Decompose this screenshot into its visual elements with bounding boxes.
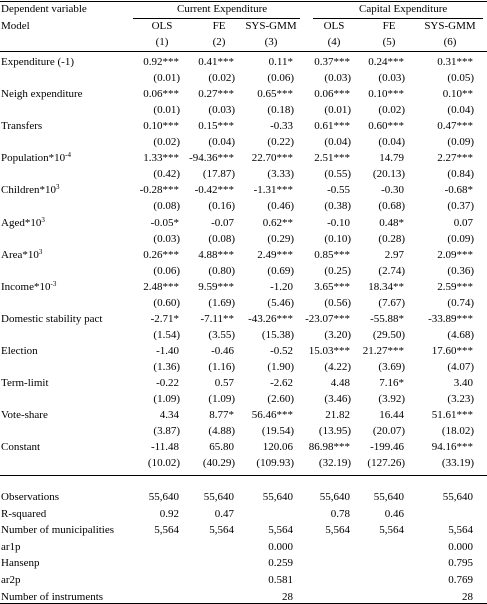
std-error-cell: (0.02)	[208, 72, 235, 84]
coefficient-cell: 0.27***	[198, 88, 234, 100]
std-error-cell: (3.20)	[324, 329, 351, 341]
stat-value: 5,564	[209, 524, 234, 536]
stat-value: 5,564	[268, 524, 293, 536]
coefficient-cell: 56.46***	[251, 409, 293, 421]
stat-value: 55,640	[148, 491, 179, 503]
stat-value: 55,640	[319, 491, 350, 503]
exponent: 3	[38, 248, 43, 256]
coefficient-cell: -11.48	[150, 441, 179, 453]
top-rule	[0, 1, 487, 2]
model-name: SYS-GMM	[245, 20, 297, 32]
coefficient-cell: 22.70***	[251, 152, 293, 164]
coefficient-cell: -94.36***	[189, 152, 234, 164]
std-error-cell: (0.56)	[324, 297, 351, 309]
coefficient-cell: 0.11*	[268, 56, 293, 68]
std-error-cell: (15.38)	[261, 329, 294, 341]
coefficient-cell: -23.07***	[305, 313, 350, 325]
coefficient-cell: -0.68*	[444, 184, 473, 196]
std-error-cell: (0.04)	[208, 136, 235, 148]
std-error-cell: (1.36)	[153, 361, 180, 373]
coefficient-cell: -0.33	[270, 120, 293, 132]
std-error-cell: (1.69)	[208, 297, 235, 309]
std-error-cell: (127.26)	[367, 457, 405, 469]
column-number: (2)	[212, 36, 226, 48]
std-error-cell: (3.33)	[267, 168, 294, 180]
std-error-cell: (0.02)	[378, 104, 405, 116]
std-error-cell: (1.90)	[267, 361, 294, 373]
std-error-cell: (33.19)	[441, 457, 474, 469]
stat-value: 0.581	[268, 574, 293, 586]
std-error-cell: (0.25)	[324, 265, 351, 277]
std-error-cell: (1.09)	[153, 393, 180, 405]
coefficient-cell: -1.31***	[253, 184, 293, 196]
stat-label: ar1p	[1, 541, 21, 553]
std-error-cell: (3.23)	[447, 393, 474, 405]
std-error-cell: (0.28)	[378, 233, 405, 245]
std-error-cell: (19.54)	[261, 425, 294, 437]
coefficient-cell: -0.28***	[139, 184, 179, 196]
coefficient-cell: -0.55	[327, 184, 350, 196]
variable-label: $Population*10^{-4}$	[1, 151, 72, 164]
stat-value: 0.769	[448, 574, 473, 586]
coefficient-cell: 120.06	[262, 441, 293, 453]
coefficient-cell: 2.09***	[437, 249, 473, 261]
coefficient-cell: 0.06***	[314, 88, 350, 100]
std-error-cell: (40.29)	[202, 457, 235, 469]
std-error-cell: (10.02)	[147, 457, 180, 469]
stat-label: Observations	[1, 491, 60, 503]
variable-label: Domestic stability pact	[1, 313, 103, 325]
group-underline-capital	[313, 18, 483, 19]
coefficient-cell: 86.98***	[308, 441, 350, 453]
std-error-cell: (0.36)	[447, 265, 474, 277]
stat-value: 55,640	[203, 491, 234, 503]
coefficient-cell: 0.31***	[437, 56, 473, 68]
stat-value: 5,564	[379, 524, 404, 536]
variable-label: $Aged*10^3$	[1, 216, 45, 229]
coefficient-cell: -1.20	[270, 281, 293, 293]
std-error-cell: (0.09)	[447, 136, 474, 148]
stats-separator-rule	[0, 475, 487, 476]
std-error-cell: (18.02)	[441, 425, 474, 437]
stat-value: 55,640	[262, 491, 293, 503]
coefficient-cell: 51.61***	[431, 409, 473, 421]
column-number: (5)	[382, 36, 396, 48]
std-error-cell: (3.69)	[378, 361, 405, 373]
std-error-cell: (0.06)	[153, 265, 180, 277]
coefficient-cell: 14.79	[379, 152, 404, 164]
std-error-cell: (4.68)	[447, 329, 474, 341]
coefficient-cell: 65.80	[209, 441, 234, 453]
std-error-cell: (0.29)	[267, 233, 294, 245]
std-error-cell: (0.68)	[378, 200, 405, 212]
coefficient-cell: 2.49***	[257, 249, 293, 261]
model-name: FE	[382, 20, 396, 32]
stat-label: ar2p	[1, 574, 21, 586]
stat-label: R-squared	[1, 508, 47, 520]
std-error-cell: (3.55)	[208, 329, 235, 341]
std-error-cell: (29.50)	[372, 329, 405, 341]
variable-label: $Area*10^3$	[1, 248, 43, 261]
coefficient-cell: 0.24***	[368, 56, 404, 68]
exponent: -3	[50, 280, 57, 288]
column-number: (1)	[155, 36, 169, 48]
std-error-cell: (0.74)	[447, 297, 474, 309]
std-error-cell: (0.18)	[267, 104, 294, 116]
coefficient-cell: 4.48	[330, 377, 350, 389]
coefficient-cell: 0.60***	[368, 120, 404, 132]
coefficient-cell: 0.85***	[314, 249, 350, 261]
coefficient-cell: 2.51***	[314, 152, 350, 164]
group-underline-current	[133, 18, 300, 19]
model-label: Model	[1, 20, 30, 32]
coefficient-cell: 0.47***	[437, 120, 473, 132]
coefficient-cell: -43.26***	[248, 313, 293, 325]
coefficient-cell: 1.33***	[143, 152, 179, 164]
stat-value: 0.259	[268, 557, 293, 569]
std-error-cell: (4.22)	[324, 361, 351, 373]
std-error-cell: (0.01)	[324, 104, 351, 116]
std-error-cell: (3.87)	[153, 425, 180, 437]
std-error-cell: (0.38)	[324, 200, 351, 212]
coefficient-cell: 0.61***	[314, 120, 350, 132]
column-number: (6)	[443, 36, 457, 48]
std-error-cell: (0.02)	[153, 136, 180, 148]
coefficient-cell: 3.40	[453, 377, 473, 389]
coefficient-cell: 2.48***	[143, 281, 179, 293]
std-error-cell: (1.16)	[208, 361, 235, 373]
coefficient-cell: 2.97	[384, 249, 404, 261]
coefficient-cell: 16.44	[379, 409, 404, 421]
stat-value: 5,564	[448, 524, 473, 536]
variable-label: Vote-share	[1, 409, 48, 421]
variable-label: Expenditure (-1)	[1, 56, 74, 68]
stat-value: 5,564	[325, 524, 350, 536]
std-error-cell: (1.54)	[153, 329, 180, 341]
stat-value: 0.000	[268, 541, 293, 553]
coefficient-cell: -0.30	[381, 184, 404, 196]
std-error-cell: (0.05)	[447, 72, 474, 84]
coefficient-cell: 4.88***	[198, 249, 234, 261]
std-error-cell: (4.07)	[447, 361, 474, 373]
coefficient-cell: -0.42***	[194, 184, 234, 196]
coefficient-cell: -7.11**	[200, 313, 234, 325]
std-error-cell: (0.04)	[447, 104, 474, 116]
coefficient-cell: 0.37***	[314, 56, 350, 68]
coefficient-cell: 7.16*	[379, 377, 404, 389]
std-error-cell: (2.74)	[378, 265, 405, 277]
coefficient-cell: 18.34**	[368, 281, 404, 293]
coefficient-cell: -0.07	[211, 217, 234, 229]
std-error-cell: (0.16)	[208, 200, 235, 212]
coefficient-cell: 0.62**	[262, 217, 293, 229]
variable-label: Election	[1, 345, 38, 357]
stat-value: 5,564	[154, 524, 179, 536]
variable-label: Constant	[1, 441, 41, 453]
coefficient-cell: 17.60***	[431, 345, 473, 357]
std-error-cell: (0.04)	[378, 136, 405, 148]
std-error-cell: (0.04)	[324, 136, 351, 148]
model-name: FE	[212, 20, 226, 32]
coefficient-cell: 9.59***	[198, 281, 234, 293]
coefficient-cell: -0.52	[270, 345, 293, 357]
coefficient-cell: -33.89***	[428, 313, 473, 325]
coefficient-cell: 4.34	[159, 409, 179, 421]
coefficient-cell: -199.46	[370, 441, 404, 453]
std-error-cell: (0.69)	[267, 265, 294, 277]
std-error-cell: (0.60)	[153, 297, 180, 309]
stat-label: Number of instruments	[1, 591, 104, 603]
std-error-cell: (0.84)	[447, 168, 474, 180]
column-number: (3)	[264, 36, 278, 48]
coefficient-cell: -55.88*	[370, 313, 404, 325]
coefficient-cell: -2.71*	[150, 313, 179, 325]
std-error-cell: (0.22)	[267, 136, 294, 148]
stat-label: Number of municipalities	[1, 524, 115, 536]
std-error-cell: (0.55)	[324, 168, 351, 180]
header-bottom-rule	[0, 51, 487, 52]
coefficient-cell: 0.10***	[368, 88, 404, 100]
stat-value: 0.92	[159, 508, 179, 520]
std-error-cell: (20.13)	[372, 168, 405, 180]
coefficient-cell: 0.48*	[379, 217, 404, 229]
std-error-cell: (0.08)	[153, 200, 180, 212]
std-error-cell: (0.03)	[378, 72, 405, 84]
stat-value: 28	[282, 591, 293, 603]
std-error-cell: (0.10)	[324, 233, 351, 245]
coefficient-cell: 3.65***	[314, 281, 350, 293]
coefficient-cell: 0.57	[214, 377, 234, 389]
variable-label: $Income*10^{-3}$	[1, 280, 57, 293]
model-name: OLS	[323, 20, 345, 32]
std-error-cell: (0.03)	[208, 104, 235, 116]
coefficient-cell: -1.40	[156, 345, 179, 357]
stat-value: 0.78	[330, 508, 350, 520]
stat-label: Hansenp	[1, 557, 40, 569]
variable-label: Transfers	[1, 120, 43, 132]
coefficient-cell: 21.82	[325, 409, 350, 421]
coefficient-cell: 2.27***	[437, 152, 473, 164]
coefficient-cell: -0.46	[211, 345, 234, 357]
coefficient-cell: -0.10	[327, 217, 350, 229]
std-error-cell: (2.60)	[267, 393, 294, 405]
model-name: OLS	[151, 20, 173, 32]
stat-value: 0.000	[448, 541, 473, 553]
stat-value: 0.47	[214, 508, 234, 520]
std-error-cell: (0.37)	[447, 200, 474, 212]
coefficient-cell: 0.65***	[257, 88, 293, 100]
group-current-expenditure: Current Expenditure	[177, 3, 268, 15]
exponent: 3	[41, 216, 45, 224]
std-error-cell: (0.03)	[153, 233, 180, 245]
stat-value: 28	[462, 591, 473, 603]
std-error-cell: (0.46)	[267, 200, 294, 212]
std-error-cell: (0.01)	[153, 72, 180, 84]
coefficient-cell: -0.05*	[150, 217, 179, 229]
std-error-cell: (0.01)	[153, 104, 180, 116]
column-number: (4)	[327, 36, 341, 48]
std-error-cell: (32.19)	[318, 457, 351, 469]
std-error-cell: (7.67)	[378, 297, 405, 309]
coefficient-cell: -0.22	[156, 377, 179, 389]
std-error-cell: (3.46)	[324, 393, 351, 405]
coefficient-cell: 0.92***	[143, 56, 179, 68]
std-error-cell: (0.09)	[447, 233, 474, 245]
std-error-cell: (1.09)	[208, 393, 235, 405]
std-error-cell: (0.03)	[324, 72, 351, 84]
coefficient-cell: 0.15***	[198, 120, 234, 132]
std-error-cell: (0.06)	[267, 72, 294, 84]
model-name: SYS-GMM	[424, 20, 476, 32]
stat-value: 55,640	[442, 491, 473, 503]
std-error-cell: (0.80)	[208, 265, 235, 277]
std-error-cell: (13.95)	[318, 425, 351, 437]
std-error-cell: (109.93)	[256, 457, 294, 469]
coefficient-cell: 0.07	[453, 217, 473, 229]
coefficient-cell: 0.41***	[198, 56, 234, 68]
variable-label: $Children*10^3$	[1, 183, 60, 196]
stat-value: 0.795	[448, 557, 473, 569]
coefficient-cell: 0.10***	[143, 120, 179, 132]
stat-value: 55,640	[373, 491, 404, 503]
stat-value: 0.46	[384, 508, 404, 520]
coefficient-cell: 0.10**	[442, 88, 473, 100]
coefficient-cell: 21.27***	[362, 345, 404, 357]
coefficient-cell: 15.03***	[308, 345, 350, 357]
coefficient-cell: 2.59***	[437, 281, 473, 293]
coefficient-cell: 0.06***	[143, 88, 179, 100]
dependent-variable-label: Dependent variable	[1, 3, 87, 15]
group-capital-expenditure: Capital Expenditure	[359, 3, 448, 15]
variable-label: Term-limit	[1, 377, 49, 389]
exponent: 3	[56, 183, 60, 191]
coefficient-cell: 8.77*	[209, 409, 234, 421]
coefficient-cell: 0.26***	[143, 249, 179, 261]
coefficient-cell: 94.16***	[431, 441, 473, 453]
std-error-cell: (0.42)	[153, 168, 180, 180]
std-error-cell: (0.08)	[208, 233, 235, 245]
coefficient-cell: -2.62	[270, 377, 293, 389]
std-error-cell: (3.92)	[378, 393, 405, 405]
std-error-cell: (20.07)	[372, 425, 405, 437]
variable-label: Neigh expenditure	[1, 88, 83, 100]
std-error-cell: (17.87)	[202, 168, 235, 180]
std-error-cell: (5.46)	[267, 297, 294, 309]
exponent: -4	[65, 151, 72, 159]
std-error-cell: (4.88)	[208, 425, 235, 437]
